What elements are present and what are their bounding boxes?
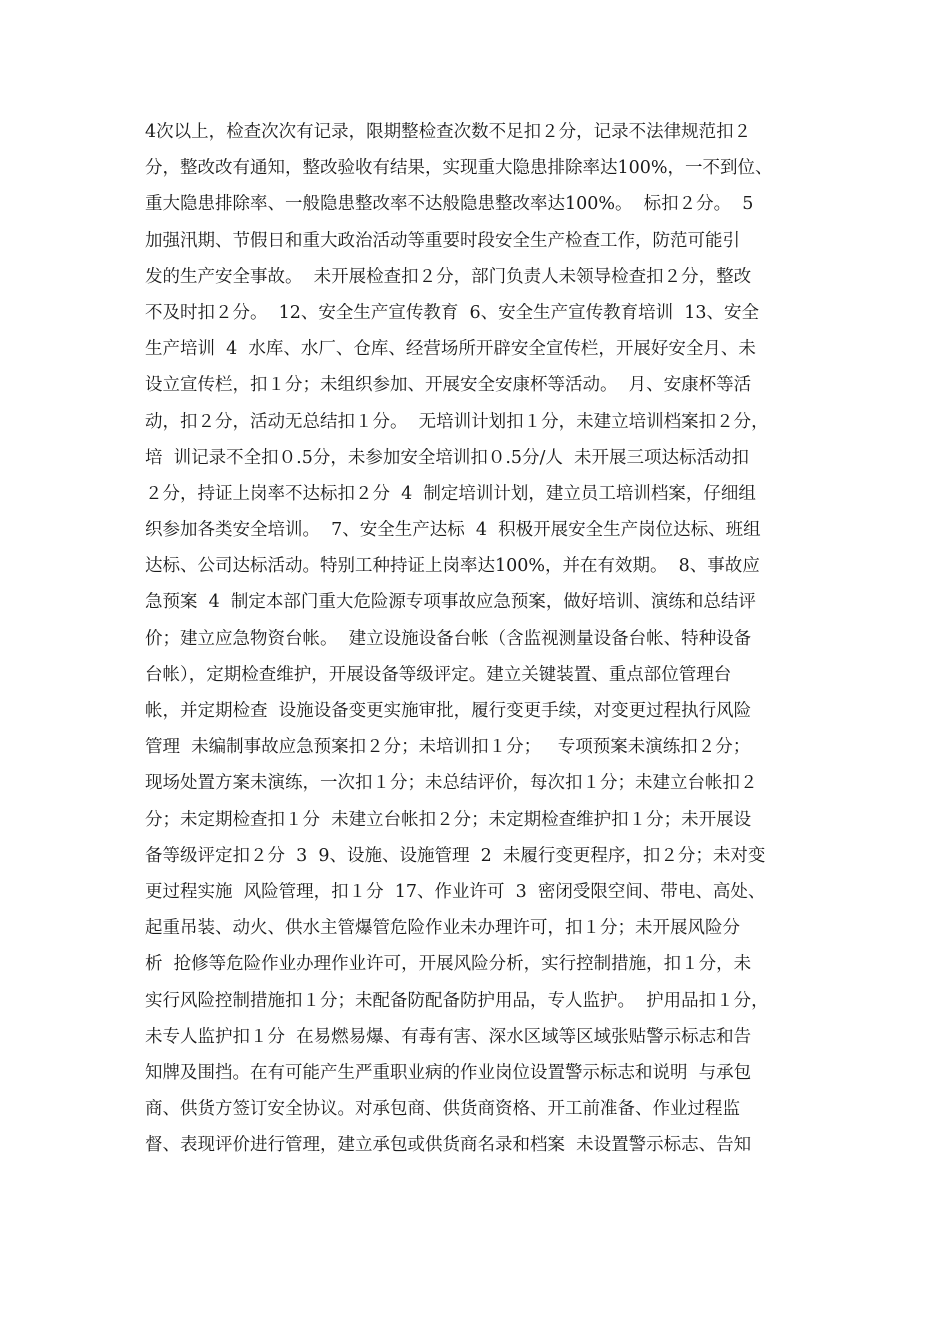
- text-line: 现场处置方案未演练，一次扣１分；未总结评价，每次扣１分；未建立台帐扣２: [145, 773, 758, 794]
- text-line: 发的生产安全事故。 未开展检查扣２分，部门负责人未领导检查扣２分，整改: [145, 266, 752, 287]
- document-body: [145, 114, 810, 1163]
- text-line: 织参加各类安全培训。 7、安全生产达标 4 积极开展安全生产岗位达标、班组: [145, 520, 761, 541]
- text-line: 生产培训 4 水库、水厂、仓库、经营场所开辟安全宣传栏，开展好安全月、未: [145, 339, 756, 360]
- text-line: 起重吊装、动火、供水主管爆管危险作业未办理许可，扣１分；未开展风险分: [145, 918, 740, 939]
- text-line: 分，整改改有通知，整改验收有结果，实现重大隐患排除率达100%，一不到位、: [145, 158, 773, 179]
- text-line: 价；建立应急物资台帐。 建立设施设备台帐（含监视测量设备台帐、特种设备: [145, 628, 752, 649]
- text-line: 更过程实施 风险管理，扣１分 17、作业许可 3 密闭受限空间、带电、高处、: [145, 881, 766, 902]
- text-line: 培 训记录不全扣０.5分，未参加安全培训扣０.5分/人 未开展三项达标活动扣: [145, 447, 750, 468]
- text-line: 未专人监护扣１分 在易燃易爆、有毒有害、深水区域等区域张贴警示标志和告: [145, 1026, 752, 1047]
- text-line: 4次以上，检查次次有记录，限期整检查次数不足扣２分，记录不法律规范扣２: [145, 122, 752, 142]
- text-line: 台帐），定期检查维护，开展设备等级评定。建立关键装置、重点部位管理台: [145, 664, 732, 685]
- text-line: 督、表现评价进行管理，建立承包或供货商名录和档案 未设置警示标志、告知: [145, 1135, 752, 1156]
- text-line: 管理 未编制事故应急预案扣２分；未培训扣１分； 专项预案未演练扣２分；: [145, 737, 751, 758]
- text-line: 动，扣２分，活动无总结扣１分。 无培训计划扣１分，未建立培训档案扣２分，: [145, 411, 769, 432]
- text-line: ２分，持证上岗率不达标扣２分 4 制定培训计划，建立员工培训档案，仔细组: [145, 483, 756, 504]
- text-line: 分；未定期检查扣１分 未建立台帐扣２分；未定期检查维护扣１分；未开展设: [145, 809, 752, 830]
- text-line: 不及时扣２分。 12、安全生产宣传教育 6、安全生产宣传教育培训 13、安全: [145, 302, 760, 323]
- text-line: 设立宣传栏，扣１分；未组织参加、开展安全安康杯等活动。 月、安康杯等活: [145, 375, 752, 396]
- text-line: 重大隐患排除率、一般隐患整改率不达般隐患整改率达100%。 标扣２分。 5: [145, 194, 754, 215]
- text-line: 析 抢修等危险作业办理作业许可，开展风险分析，实行控制措施，扣１分，未: [145, 954, 752, 975]
- text-line: 急预案 4 制定本部门重大危险源专项事故应急预案，做好培训、演练和总结评: [145, 592, 756, 613]
- text-line: 实行风险控制措施扣１分；未配备防配备防护用品，专人监护。 护用品扣１分，: [145, 990, 769, 1011]
- text-line: 达标、公司达标活动。特别工种持证上岗率达100%，并在有效期。 8、事故应: [145, 556, 760, 577]
- text-line: 备等级评定扣２分 3 9、设施、设施管理 2 未履行变更程序，扣２分；未对变: [145, 845, 766, 866]
- text-line: 商、供货方签订安全协议。对承包商、供货商资格、开工前准备、作业过程监: [145, 1099, 740, 1120]
- text-line: 知牌及围挡。在有可能产生严重职业病的作业岗位设置警示标志和说明 与承包: [145, 1062, 752, 1083]
- text-line: 帐，并定期检查 设施设备变更实施审批，履行变更手续，对变更过程执行风险: [145, 701, 752, 721]
- text-line: 加强汛期、节假日和重大政治活动等重要时段安全生产检查工作，防范可能引: [145, 230, 740, 251]
